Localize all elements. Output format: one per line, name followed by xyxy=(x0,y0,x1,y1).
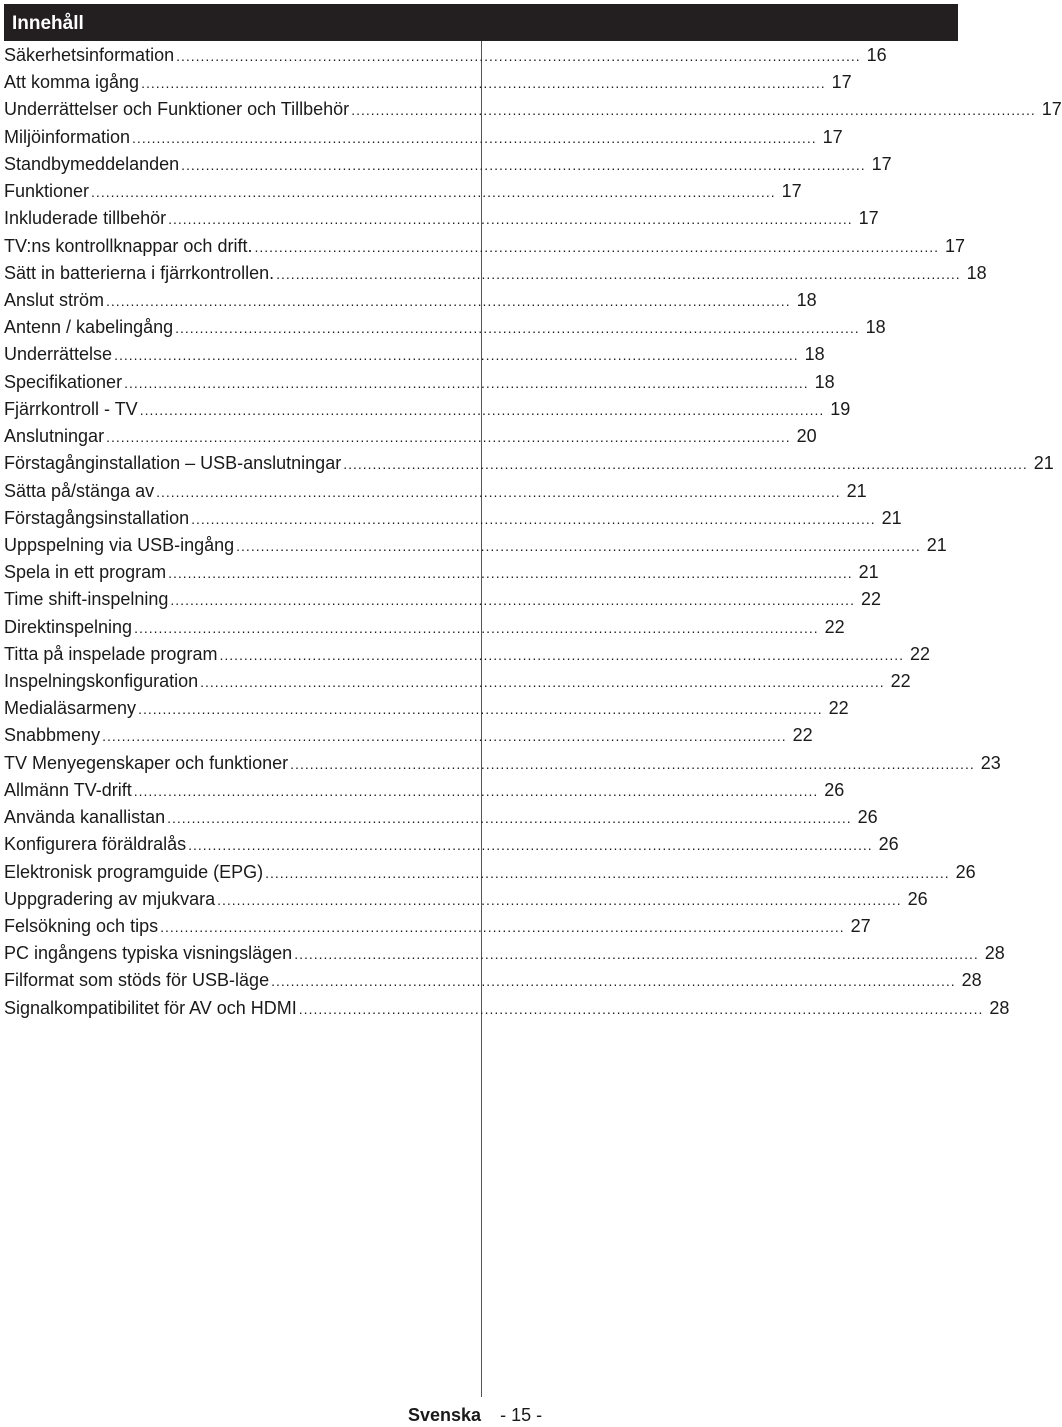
toc-entry[interactable] xyxy=(4,205,879,232)
toc-entry[interactable] xyxy=(4,859,976,886)
toc-entry-page: 26 xyxy=(878,834,899,855)
toc-dot-leader: ............................................................................................................................................ xyxy=(124,374,809,391)
page-title: Innehåll xyxy=(12,13,84,34)
toc-dot-leader: ............................................................................................................................................ xyxy=(139,401,825,418)
page-footer xyxy=(408,1404,542,1426)
toc-dot-leader: ............................................................................................................................................ xyxy=(133,782,819,799)
toc-entry-page: 22 xyxy=(824,616,845,637)
toc-entry[interactable] xyxy=(4,478,867,505)
toc-dot-leader: ............................................................................................................................................ xyxy=(160,919,845,935)
toc-dot-leader: ............................................................................................................................................ xyxy=(188,837,873,854)
toc-entry[interactable] xyxy=(4,695,849,722)
toc-entry-page: 27 xyxy=(850,916,871,936)
toc-dot-leader: ............................................................................................................................................ xyxy=(236,537,921,554)
toc-entry-page: 28 xyxy=(961,970,982,991)
toc-entry-page: 18 xyxy=(804,344,825,365)
toc-entry[interactable] xyxy=(4,641,931,668)
toc-dot-leader: ............................................................................................................................................ xyxy=(156,483,841,500)
toc-entry-title: Konfigurera föräldralås xyxy=(4,834,187,855)
toc-entry-page: 17 xyxy=(1041,99,1062,120)
toc-dot-leader: ............................................................................................................................................ xyxy=(200,674,885,691)
toc-entry-page: 17 xyxy=(871,153,892,174)
toc-entry[interactable] xyxy=(4,722,813,749)
toc-entry[interactable] xyxy=(4,178,802,205)
toc-entry-title: Specifikationer xyxy=(4,371,123,392)
toc-dot-leader: ............................................................................................................................................ xyxy=(106,429,791,446)
toc-entry[interactable] xyxy=(4,314,886,341)
toc-entry-title: Allmänn TV-drift xyxy=(4,779,132,800)
toc-entry-page: 26 xyxy=(824,779,845,800)
toc-entry-title: Titta på inspelade program xyxy=(4,643,218,664)
toc-entry[interactable] xyxy=(4,913,871,940)
toc-entry[interactable] xyxy=(4,940,1005,967)
toc-dot-leader: ............................................................................................................................................ xyxy=(168,565,853,582)
toc-entry-title: Direktinspelning xyxy=(4,616,133,637)
toc-entry-title: Fjärrkontroll - TV xyxy=(4,398,138,419)
toc-entry-title: Sätt in batterierna i fjärrkontrollen. xyxy=(4,262,275,283)
toc-entry[interactable] xyxy=(4,341,825,368)
toc-entry[interactable] xyxy=(4,69,852,96)
toc-entry-page: 26 xyxy=(857,807,878,828)
toc-dot-leader: ............................................................................................................................................ xyxy=(254,238,940,255)
toc-dot-leader: ............................................................................................................................................ xyxy=(276,265,961,282)
toc-entry[interactable] xyxy=(4,559,879,586)
toc-entry[interactable] xyxy=(4,450,1054,477)
toc-entry-title: Uppgradering av mjukvara xyxy=(4,888,216,909)
toc-entry-page: 22 xyxy=(828,698,849,719)
toc-dot-leader: ............................................................................................................................................ xyxy=(167,810,852,827)
toc-entry-title: Funktioner xyxy=(4,181,90,202)
table-of-contents xyxy=(4,42,1062,1022)
toc-entry-page: 20 xyxy=(796,426,817,447)
toc-entry[interactable] xyxy=(4,151,892,178)
toc-entry[interactable] xyxy=(4,42,887,69)
toc-entry-title: Underrättelser och Funktioner och Tillbehör xyxy=(4,99,350,120)
toc-entry-title: TV:ns kontrollknappar och drift. xyxy=(4,235,253,256)
toc-entry-title: Elektronisk programguide (EPG) xyxy=(4,861,264,882)
toc-entry-title: Medialäsarmeny xyxy=(4,698,137,719)
toc-entry-title: Filformat som stöds för USB-läge xyxy=(4,970,270,991)
toc-entry-page: 17 xyxy=(781,181,802,202)
toc-dot-leader: ............................................................................................................................................ xyxy=(294,946,979,963)
toc-entry-title: Sätta på/stänga av xyxy=(4,480,155,501)
toc-entry-page: 21 xyxy=(846,480,867,501)
toc-dot-leader: ............................................................................................................................................ xyxy=(217,891,902,908)
toc-dot-leader: ............................................................................................................................................ xyxy=(168,211,853,228)
toc-entry[interactable] xyxy=(4,995,1010,1022)
toc-entry-page: 21 xyxy=(1033,453,1054,474)
toc-entry-title: Snabbmeny xyxy=(4,725,101,746)
toc-entry-page: 17 xyxy=(822,126,843,147)
footer-language: Svenska xyxy=(408,1405,482,1425)
toc-entry-title: TV Menyegenskaper och funktioner xyxy=(4,752,289,773)
toc-entry-page: 22 xyxy=(890,671,911,692)
footer-page-number: - 15 - xyxy=(500,1405,543,1425)
toc-entry-page: 26 xyxy=(907,888,928,909)
toc-entry-title: Att komma igång xyxy=(4,72,140,93)
toc-entry[interactable] xyxy=(4,804,878,831)
toc-entry-title: Antenn / kabelingång xyxy=(4,317,174,338)
toc-entry[interactable] xyxy=(4,396,851,423)
toc-dot-leader: ............................................................................................................................................ xyxy=(138,701,823,718)
toc-entry-page: 17 xyxy=(831,72,852,93)
toc-dot-leader: ............................................................................................................................................ xyxy=(102,728,787,745)
toc-entry-title: Inkluderade tillbehör xyxy=(4,208,167,229)
toc-entry-page: 16 xyxy=(866,45,887,65)
toc-entry-title: Standbymeddelanden xyxy=(4,153,180,174)
toc-entry-page: 18 xyxy=(796,289,817,310)
toc-dot-leader: ............................................................................................................................................ xyxy=(343,456,1028,473)
toc-dot-leader: ............................................................................................................................................ xyxy=(175,320,860,337)
toc-entry-page: 21 xyxy=(858,562,879,583)
toc-entry-page: 22 xyxy=(792,725,813,746)
toc-entry[interactable] xyxy=(4,124,843,151)
toc-dot-leader: ............................................................................................................................................ xyxy=(271,973,956,990)
toc-entry-title: Felsökning och tips xyxy=(4,916,159,936)
toc-entry-page: 17 xyxy=(944,235,966,256)
toc-entry-page: 22 xyxy=(860,589,881,610)
toc-entry-page: 23 xyxy=(980,752,1001,773)
toc-dot-leader: ............................................................................................................................................ xyxy=(265,864,950,881)
toc-entry-page: 18 xyxy=(966,262,987,283)
toc-dot-leader: ............................................................................................................................................ xyxy=(191,510,876,527)
toc-dot-leader: ............................................................................................................................................ xyxy=(106,292,791,309)
toc-entry-page: 19 xyxy=(830,398,851,419)
toc-entry-page: 18 xyxy=(814,371,835,392)
toc-dot-leader: ............................................................................................................................................ xyxy=(298,1000,984,1017)
toc-entry-title: Använda kanallistan xyxy=(4,807,166,828)
toc-dot-leader: ............................................................................................................................................ xyxy=(351,102,1036,119)
toc-entry[interactable] xyxy=(4,586,881,613)
toc-entry-title: Spela in ett program xyxy=(4,562,167,583)
toc-entry[interactable] xyxy=(4,423,817,450)
toc-entry-title: Anslut ström xyxy=(4,289,105,310)
toc-dot-leader: ............................................................................................................................................ xyxy=(141,75,826,92)
toc-entry[interactable] xyxy=(4,532,947,559)
toc-entry[interactable] xyxy=(4,668,911,695)
toc-entry-page: 26 xyxy=(955,861,976,882)
toc-dot-leader: ............................................................................................................................................ xyxy=(170,592,855,609)
toc-entry-title: Förstagångsinstallation xyxy=(4,507,190,528)
toc-entry-page: 21 xyxy=(926,534,947,555)
toc-entry[interactable] xyxy=(4,369,835,396)
toc-entry-page: 18 xyxy=(865,317,886,338)
toc-entry-page: 28 xyxy=(989,997,1010,1018)
toc-entry[interactable] xyxy=(4,505,902,532)
toc-entry[interactable] xyxy=(4,96,1062,123)
toc-entry-title: PC ingångens typiska visningslägen xyxy=(4,943,293,964)
toc-entry-title: Uppspelning via USB-ingång xyxy=(4,534,235,555)
toc-entry-title: Säkerhetsinformation xyxy=(4,45,175,65)
toc-entry[interactable] xyxy=(4,886,928,913)
toc-dot-leader: ............................................................................................................................................ xyxy=(91,184,776,201)
toc-entry-title: Inspelningskonfiguration xyxy=(4,671,199,692)
toc-header-bar xyxy=(4,4,958,41)
toc-entry[interactable] xyxy=(4,777,845,804)
toc-entry-title: Anslutningar xyxy=(4,426,105,447)
toc-dot-leader: ............................................................................................................................................ xyxy=(134,619,819,636)
toc-entry[interactable] xyxy=(4,750,1001,777)
toc-dot-leader: ............................................................................................................................................ xyxy=(181,156,866,173)
toc-entry-title: Miljöinformation xyxy=(4,126,131,147)
toc-dot-leader: ............................................................................................................................................ xyxy=(176,48,861,64)
toc-entry[interactable] xyxy=(4,614,845,641)
toc-entry-page: 28 xyxy=(984,943,1005,964)
toc-dot-leader: ............................................................................................................................................ xyxy=(219,646,905,663)
toc-dot-leader: ............................................................................................................................................ xyxy=(114,347,799,364)
toc-entry-page: 21 xyxy=(881,507,902,528)
toc-entry-title: Underrättelse xyxy=(4,344,113,365)
toc-entry[interactable] xyxy=(4,967,982,994)
toc-entry-title: Time shift-inspelning xyxy=(4,589,169,610)
toc-entry-title: Signalkompatibilitet för AV och HDMI xyxy=(4,997,297,1018)
toc-entry[interactable] xyxy=(4,831,899,858)
toc-entry-title: Förstagånginstallation – USB-anslutningar xyxy=(4,453,342,474)
toc-entry-page: 17 xyxy=(858,208,879,229)
toc-dot-leader: ............................................................................................................................................ xyxy=(290,755,975,772)
toc-entry[interactable] xyxy=(4,287,817,314)
toc-dot-leader: ............................................................................................................................................ xyxy=(132,129,817,146)
toc-entry[interactable] xyxy=(4,260,987,287)
toc-entry-page: 22 xyxy=(909,643,931,664)
toc-entry[interactable] xyxy=(4,233,966,260)
